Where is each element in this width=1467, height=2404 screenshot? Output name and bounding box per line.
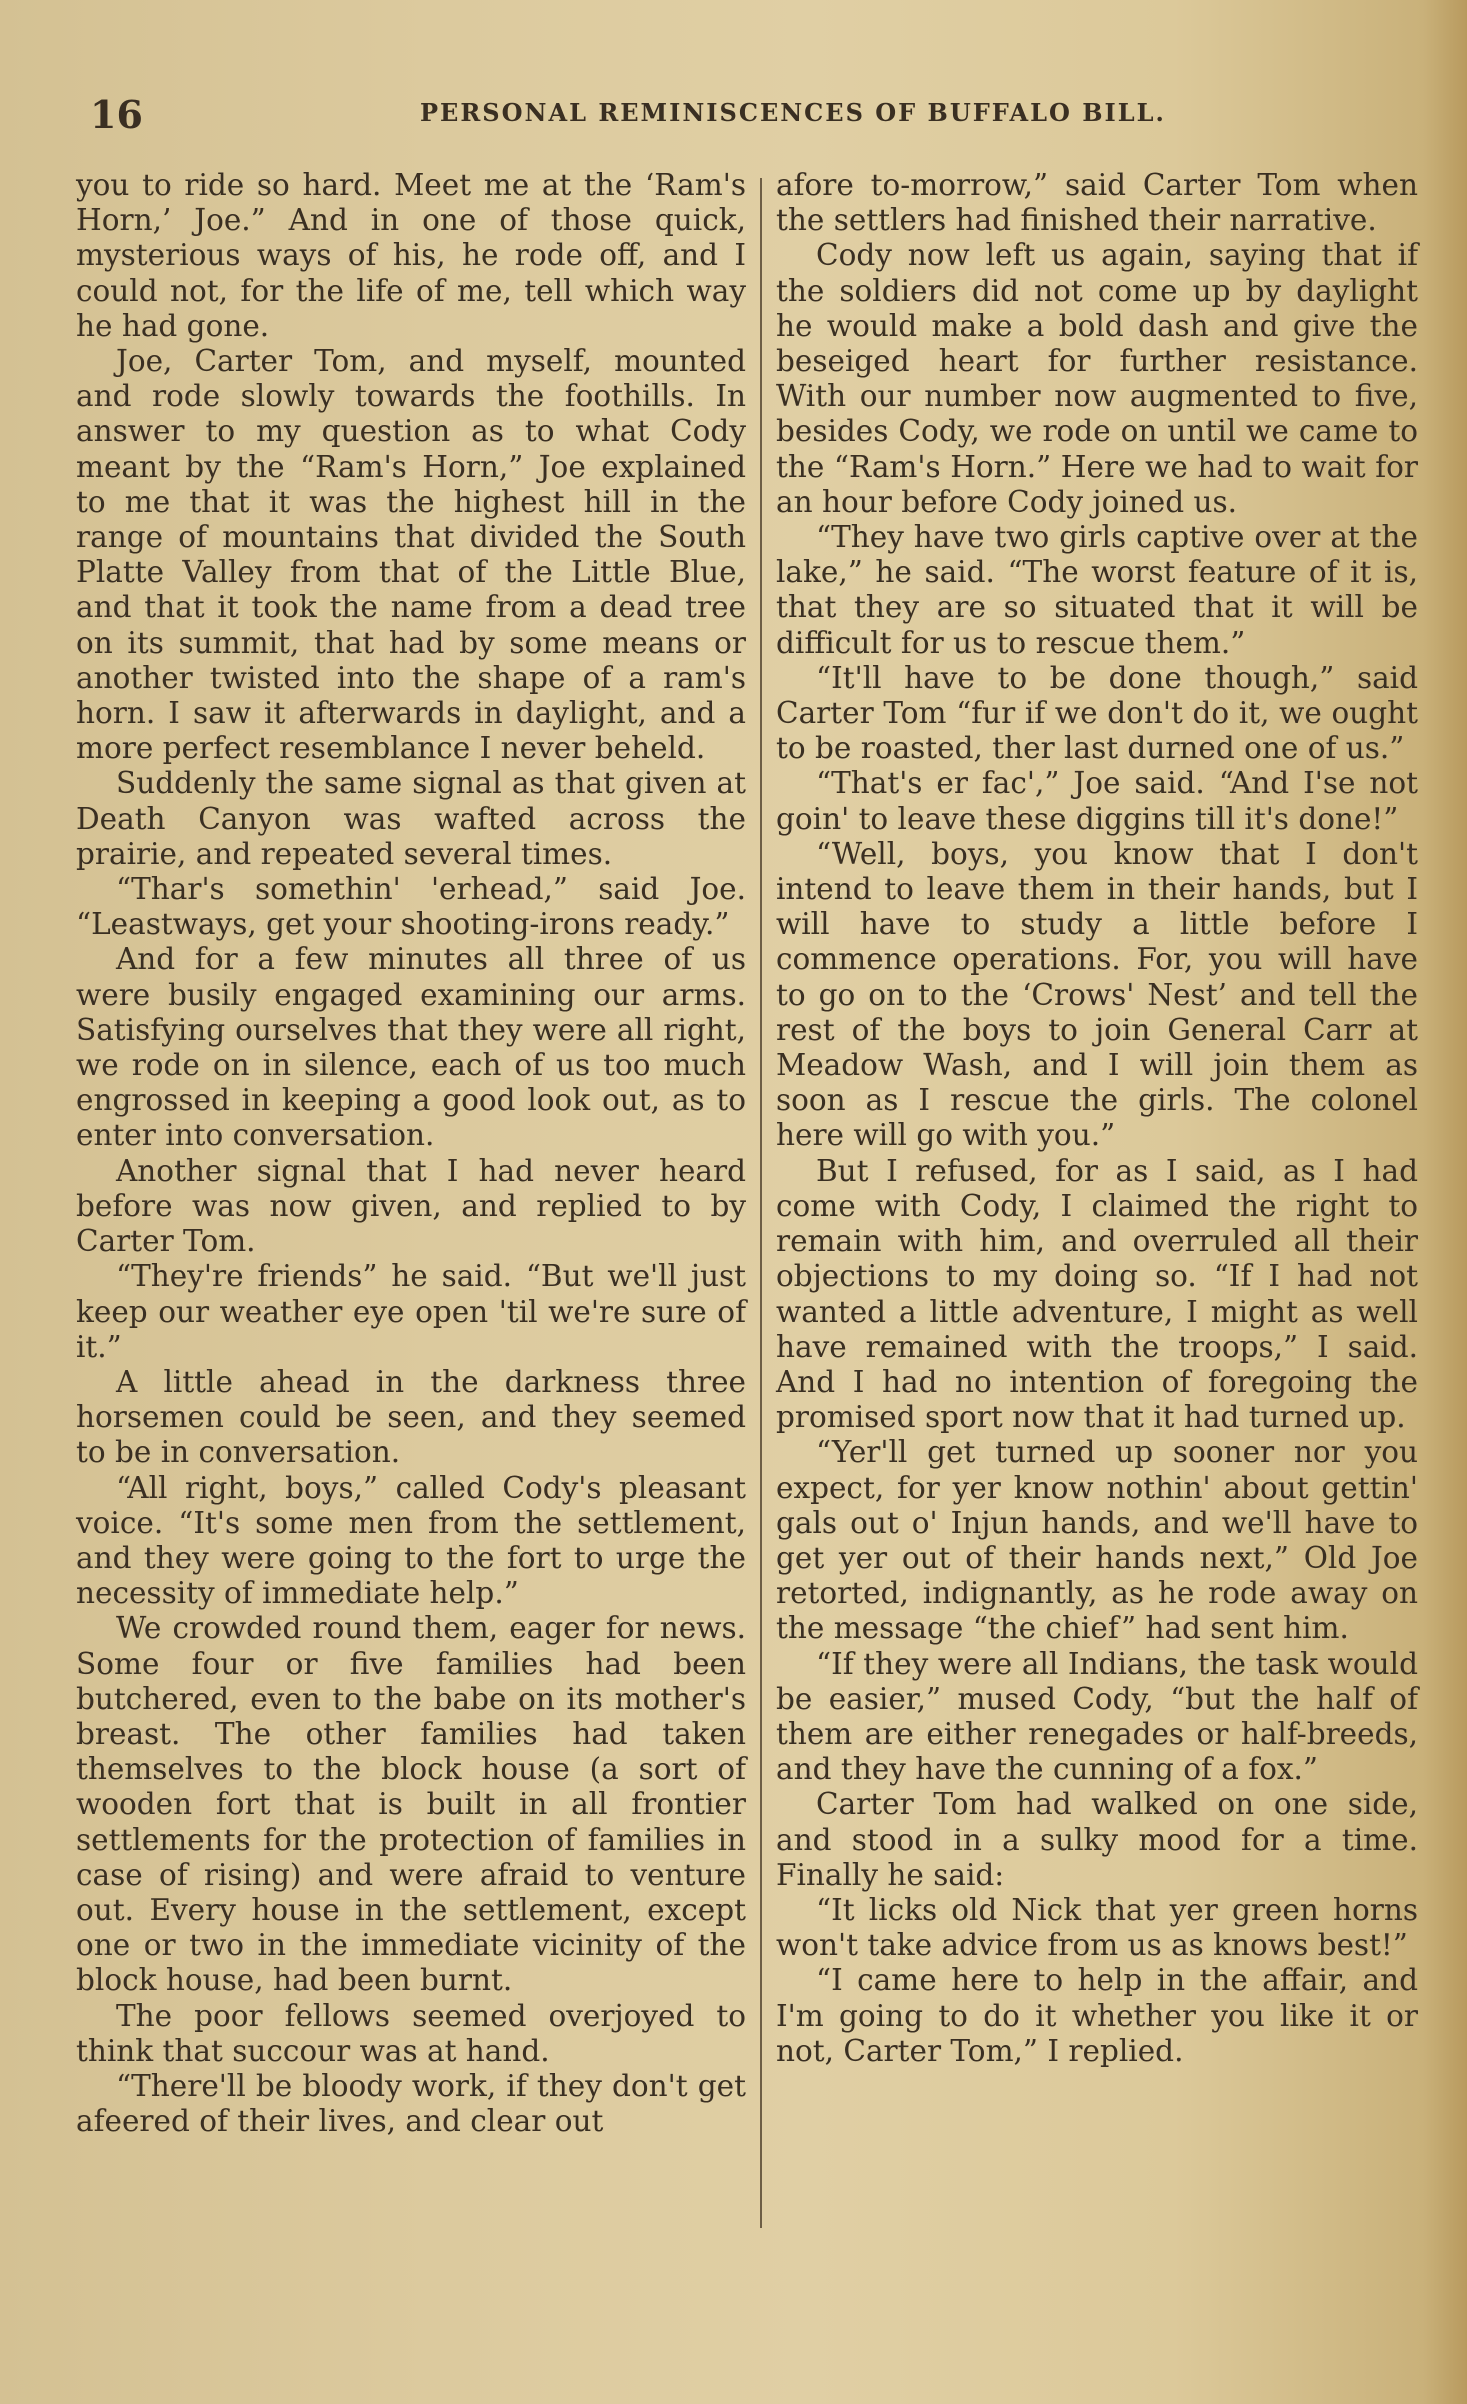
- paragraph: Carter Tom had walked on one side, and stood in a sulky mood for a time. Finally he said:: [776, 1787, 1418, 1892]
- paragraph: “Well, boys, you know that I don't intend to leave them in their hands, but I will have to study a little before I commence operations. For, you will have to go on to the ‘Crows' Nest’ and tell the rest of the boys to join General Carr at Meadow Wash, and I will join them as soon as I rescue the girls. The colonel here will go with you.”: [776, 836, 1418, 1153]
- paragraph: We crowded round them, eager for news. Some four or five families had been butchered, even to the babe on its mother's breast. The other families had taken themselves to the block house (a sort of wooden fort that is built in all frontier settlements for the protection of families in case of rising) and were afraid to venture out. Every house in the settlement, except one or two in the immediate vicinity of the block house, had been burnt.: [76, 1611, 746, 1998]
- paragraph: “It licks old Nick that yer green horns won't take advice from us as knows best!”: [776, 1892, 1418, 1963]
- right-column: [776, 168, 1418, 2069]
- column-divider: [760, 178, 762, 2228]
- paragraph: “They're friends” he said. “But we'll just keep our weather eye open 'til we're sure of it.”: [76, 1259, 746, 1364]
- paragraph: Suddenly the same signal as that given at Death Canyon was wafted across the prairie, and repeated several times.: [76, 766, 746, 871]
- paragraph: Joe, Carter Tom, and myself, mounted and rode slowly towards the foothills. In answer to my question as to what Cody meant by the “Ram's Horn,” Joe explained to me that it was the highest hill in the range of mountains that divided the South Platte Valley from that of the Little Blue, and that it took the name from a dead tree on its summit, that had by some means or another twisted into the shape of a ram's horn. I saw it afterwards in daylight, and a more perfect resemblance I never beheld.: [76, 344, 746, 766]
- paragraph: “That's er fac',” Joe said. “And I'se not goin' to leave these diggins till it's done!”: [776, 766, 1418, 836]
- paragraph: “I came here to help in the affair, and I'm going to do it whether you like it or not, Carter Tom,” I replied.: [776, 1963, 1418, 2068]
- paragraph: afore to-morrow,” said Carter Tom when the settlers had finished their narrative.: [776, 168, 1418, 238]
- left-column: [76, 168, 746, 2139]
- paragraph: And for a few minutes all three of us were busily engaged examining our arms. Satisfying ourselves that they were all right, we rode on in silence, each of us too much engrossed in keeping a good look out, as to enter into conversation.: [76, 942, 746, 1153]
- paragraph: “It'll have to be done though,” said Carter Tom “fur if we don't do it, we ought to be roasted, ther last durned one of us.”: [776, 660, 1418, 766]
- paragraph: “All right, boys,” called Cody's pleasant voice. “It's some men from the settlement, and they were going to the fort to urge the necessity of immediate help.”: [76, 1470, 746, 1611]
- paragraph: Another signal that I had never heard before was now given, and replied to by Carter Tom.: [76, 1153, 746, 1259]
- paragraph: “There'll be bloody work, if they don't get afeered of their lives, and clear out: [76, 2068, 746, 2139]
- paragraph: “They have two girls captive over at the lake,” he said. “The worst feature of it is, that they are so situated that it will be difficult for us to rescue them.”: [776, 520, 1418, 660]
- paragraph: “Thar's somethin' 'erhead,” said Joe. “Leastways, get your shooting-irons ready.”: [76, 872, 746, 942]
- page-header: [90, 92, 1430, 137]
- paragraph: Cody now left us again, saying that if the soldiers did not come up by daylight he would make a bold dash and give the beseiged heart for further resistance. With our number now augmented to five, besides Cody, we rode on until we came to the “Ram's Horn.” Here we had to wait for an hour before Cody joined us.: [776, 238, 1418, 519]
- paragraph: The poor fellows seemed overjoyed to think that succour was at hand.: [76, 1998, 746, 2068]
- paragraph: “Yer'll get turned up sooner nor you expect, for yer know nothin' about gettin' gals out o' Injun hands, and we'll have to get yer out of their hands next,” Old Joe retorted, indignantly, as he rode away on the message “the chief” had sent him.: [776, 1435, 1418, 1646]
- page-number: 16: [90, 92, 143, 137]
- paragraph: you to ride so hard. Meet me at the ‘Ram's Horn,’ Joe.” And in one of those quick, mysterious ways of his, he rode off, and I could not, for the life of me, tell which way he had gone.: [76, 168, 746, 343]
- paragraph: “If they were all Indians, the task would be easier,” mused Cody, “but the half of them are either renegades or half-breeds, and they have the cunning of a fox.”: [776, 1646, 1418, 1787]
- running-title: PERSONAL REMINISCENCES OF BUFFALO BILL.: [420, 98, 1166, 127]
- paragraph: But I refused, for as I said, as I had come with Cody, I claimed the right to remain with him, and overruled all their objections to my doing so. “If I had not wanted a little adventure, I might as well have remained with the troops,” I said. And I had no intention of foregoing the promised sport now that it had turned up.: [776, 1153, 1418, 1435]
- paragraph: A little ahead in the darkness three horsemen could be seen, and they seemed to be in conversation.: [76, 1364, 746, 1470]
